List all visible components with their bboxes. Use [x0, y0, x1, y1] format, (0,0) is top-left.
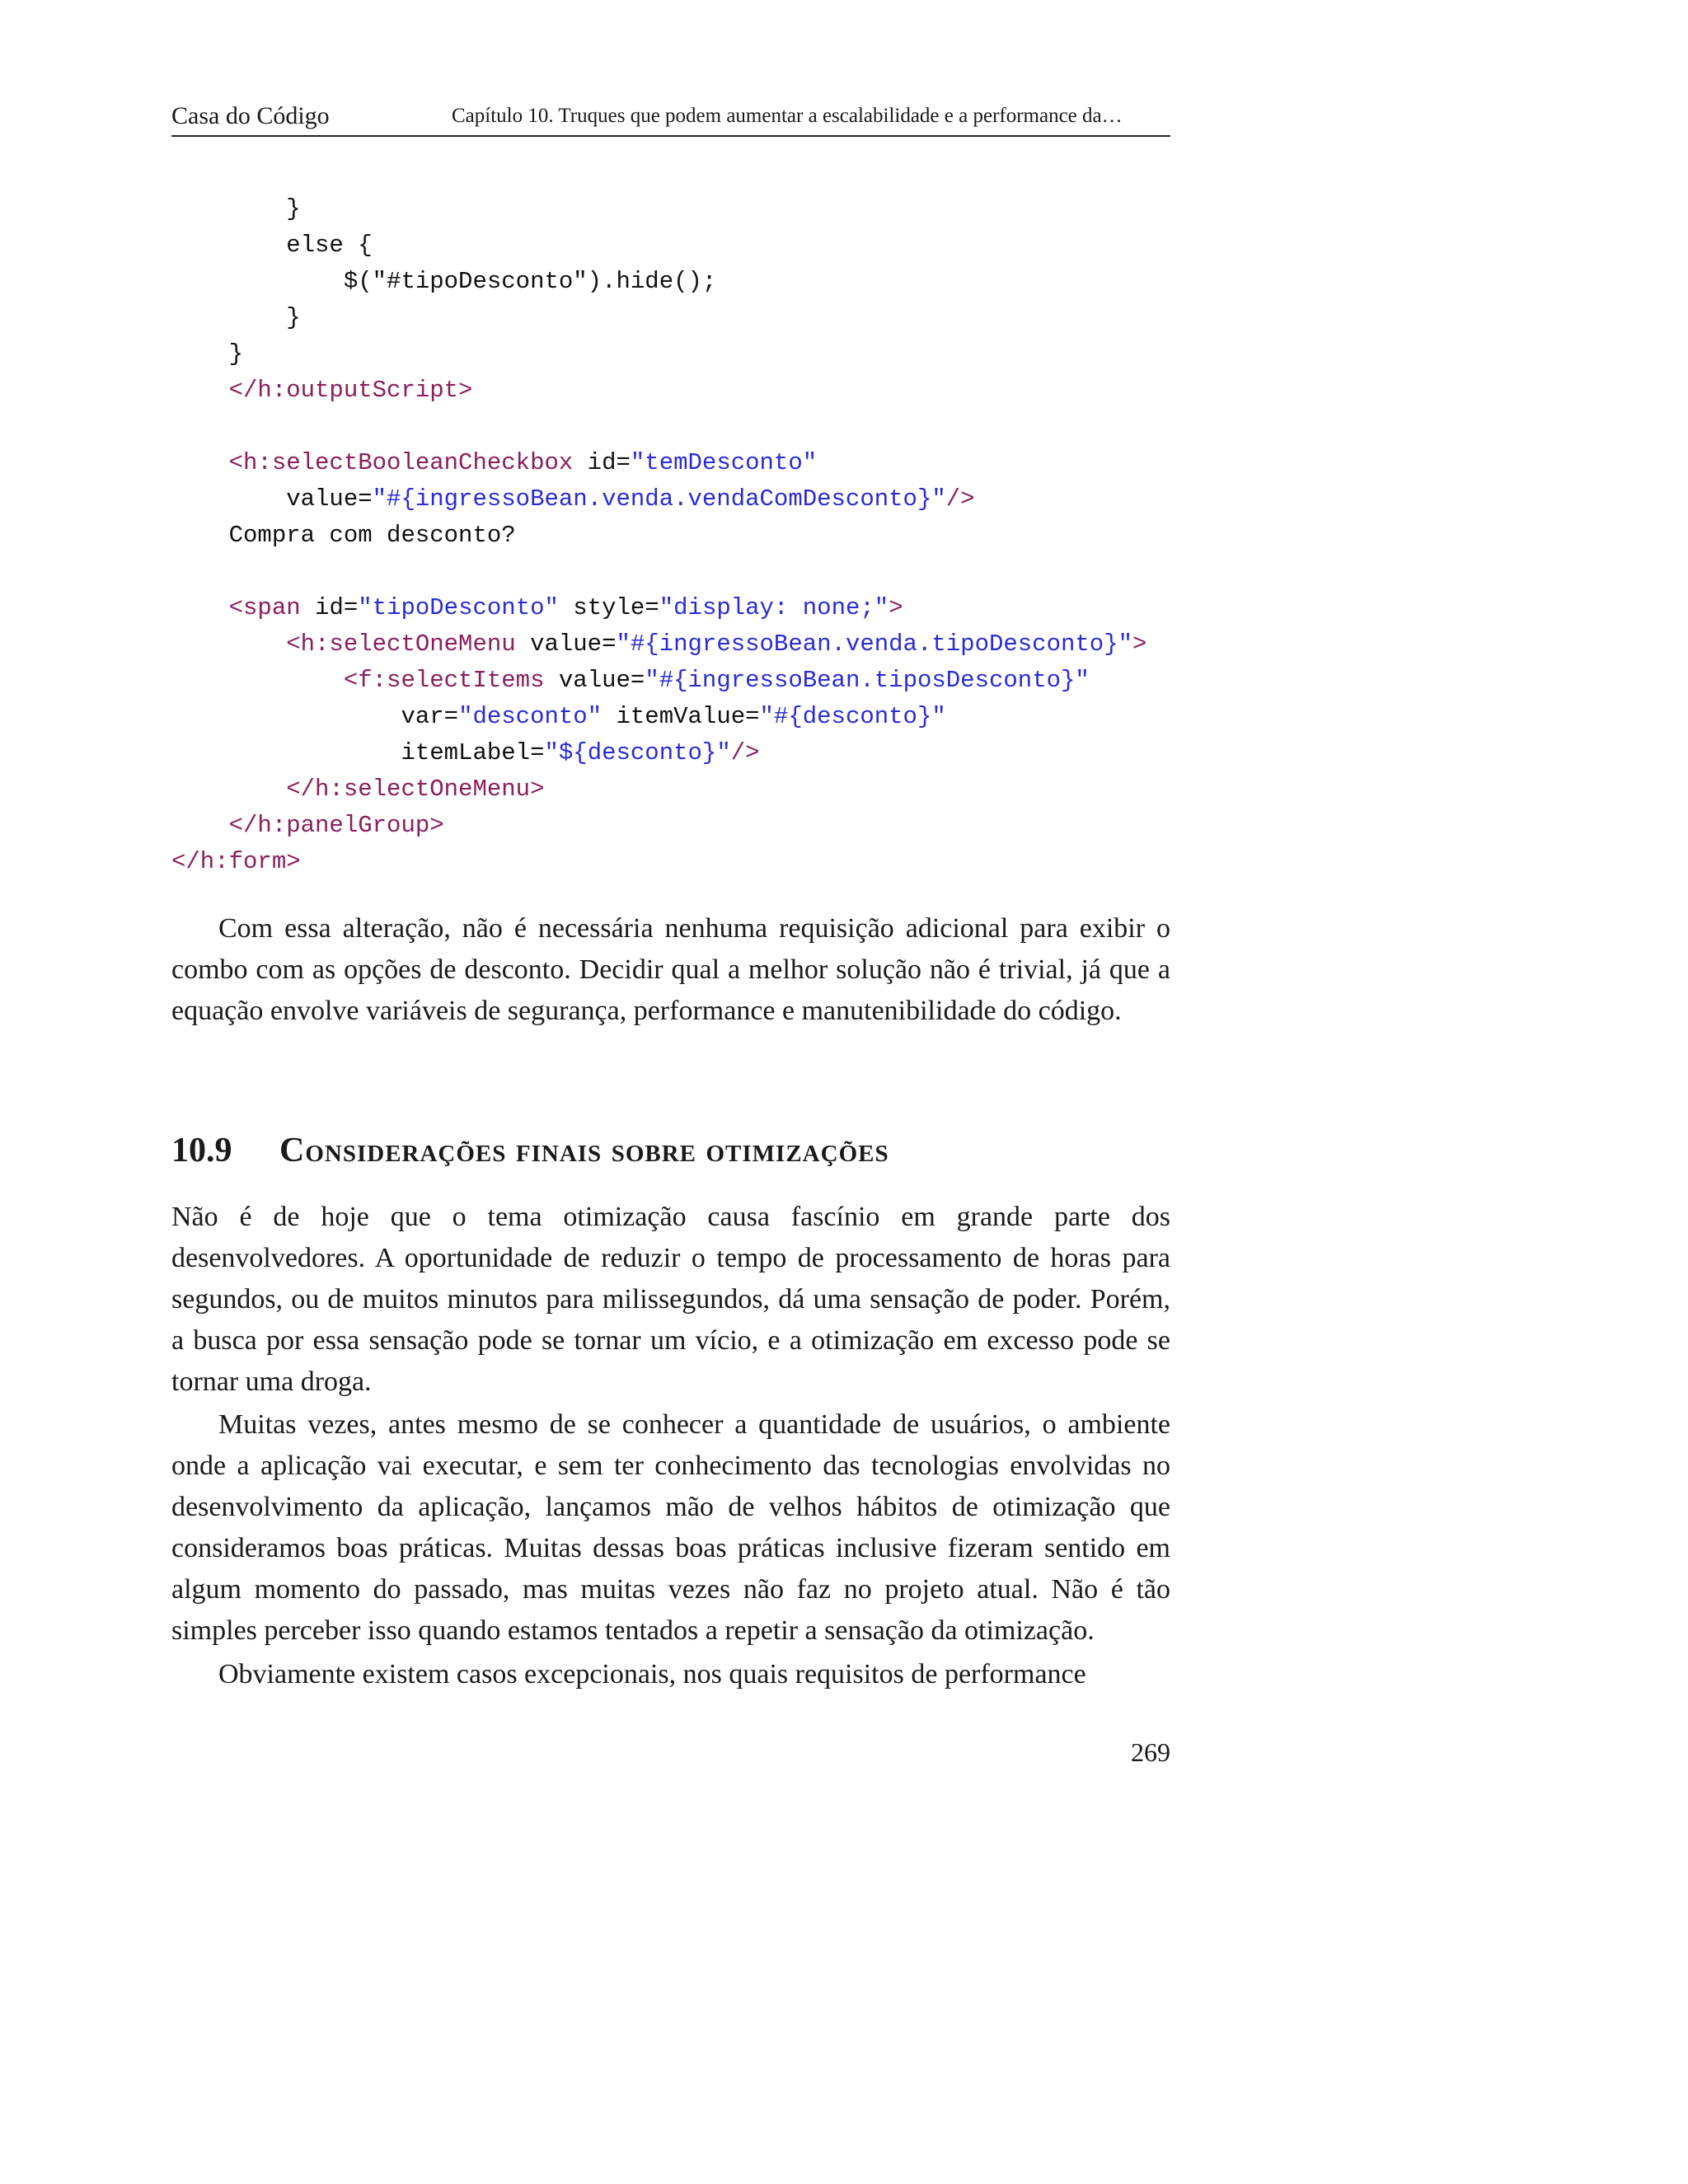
running-header: [171, 97, 1170, 137]
paragraph: Muitas vezes, antes mesmo de se conhecer a quantidade de usuários, o ambiente onde a aplicação vai executar, e sem ter conhecimento das tecnologias envolvidas no desenvolvimento da aplicação, lançamos mão de velhos hábitos de otimização que consideramos boas práticas. Muitas dessas boas práticas inclusive fizeram sentido em algum momento do passado, mas muitas vezes não faz no projeto atual. Não é tão simples perceber isso quando estamos tentados a repetir a sensação da otimização.: [171, 1409, 1170, 1646]
code-line: }: [171, 340, 244, 368]
code-line: }: [171, 304, 301, 331]
paragraph: Não é de hoje que o tema otimização causa fascínio em grande parte dos desenvolvedores. A oportunidade de reduzir o tempo de processamento de horas para segundos, ou de muitos minutos para milissegundos, dá uma sensação de poder. Porém, a busca por essa sensação pode se tornar um vício, e a otimização em excesso pode se tornar uma droga.: [171, 1202, 1170, 1397]
code-line: var="desconto" itemValue="#{desconto}": [171, 703, 946, 730]
code-line: else {: [171, 232, 373, 259]
code-line: Compra com desconto?: [171, 522, 516, 549]
code-line: <h:selectOneMenu value="#{ingressoBean.venda.tipoDesconto}">: [171, 630, 1147, 658]
code-line: <h:selectBooleanCheckbox id="temDesconto": [171, 449, 818, 476]
section-title: Considerações finais sobre otimizações: [279, 1132, 889, 1169]
page-number: 269: [1131, 1737, 1170, 1767]
code-line: }: [171, 195, 301, 223]
paragraph: Obviamente existem casos excepcionais, nos quais requisitos de performance: [218, 1659, 1086, 1690]
code-listing: [171, 191, 1146, 880]
section-heading: [171, 1126, 889, 1175]
section-number: 10.9: [171, 1132, 232, 1169]
chapter-title: Capítulo 10. Truques que podem aumentar a escalabilidade e a performance da…: [452, 105, 1123, 127]
code-line: $("#tipoDesconto").hide();: [171, 268, 717, 295]
code-line: </h:panelGroup>: [171, 812, 444, 839]
book-title: Casa do Código: [171, 102, 330, 129]
code-line-blank: [171, 409, 1146, 445]
code-line-blank: [171, 554, 1146, 590]
code-line: </h:selectOneMenu>: [171, 776, 545, 803]
code-line: </h:form>: [171, 848, 301, 875]
code-line: <span id="tipoDesconto" style="display: none;">: [171, 594, 903, 621]
paragraph: Com essa alteração, não é necessária nenhuma requisição adicional para exibir o combo com as opções de desconto. Decidir qual a melhor solução não é trivial, já que a equação envolve variáveis de segurança, performance e manutenibilidade do código.: [171, 913, 1170, 1026]
code-line: <f:selectItems value="#{ingressoBean.tiposDesconto}": [171, 667, 1090, 694]
code-line: itemLabel="${desconto}"/>: [171, 739, 760, 766]
code-line: </h:outputScript>: [171, 377, 473, 404]
code-line: value="#{ingressoBean.venda.vendaComDesconto}"/>: [171, 485, 975, 513]
